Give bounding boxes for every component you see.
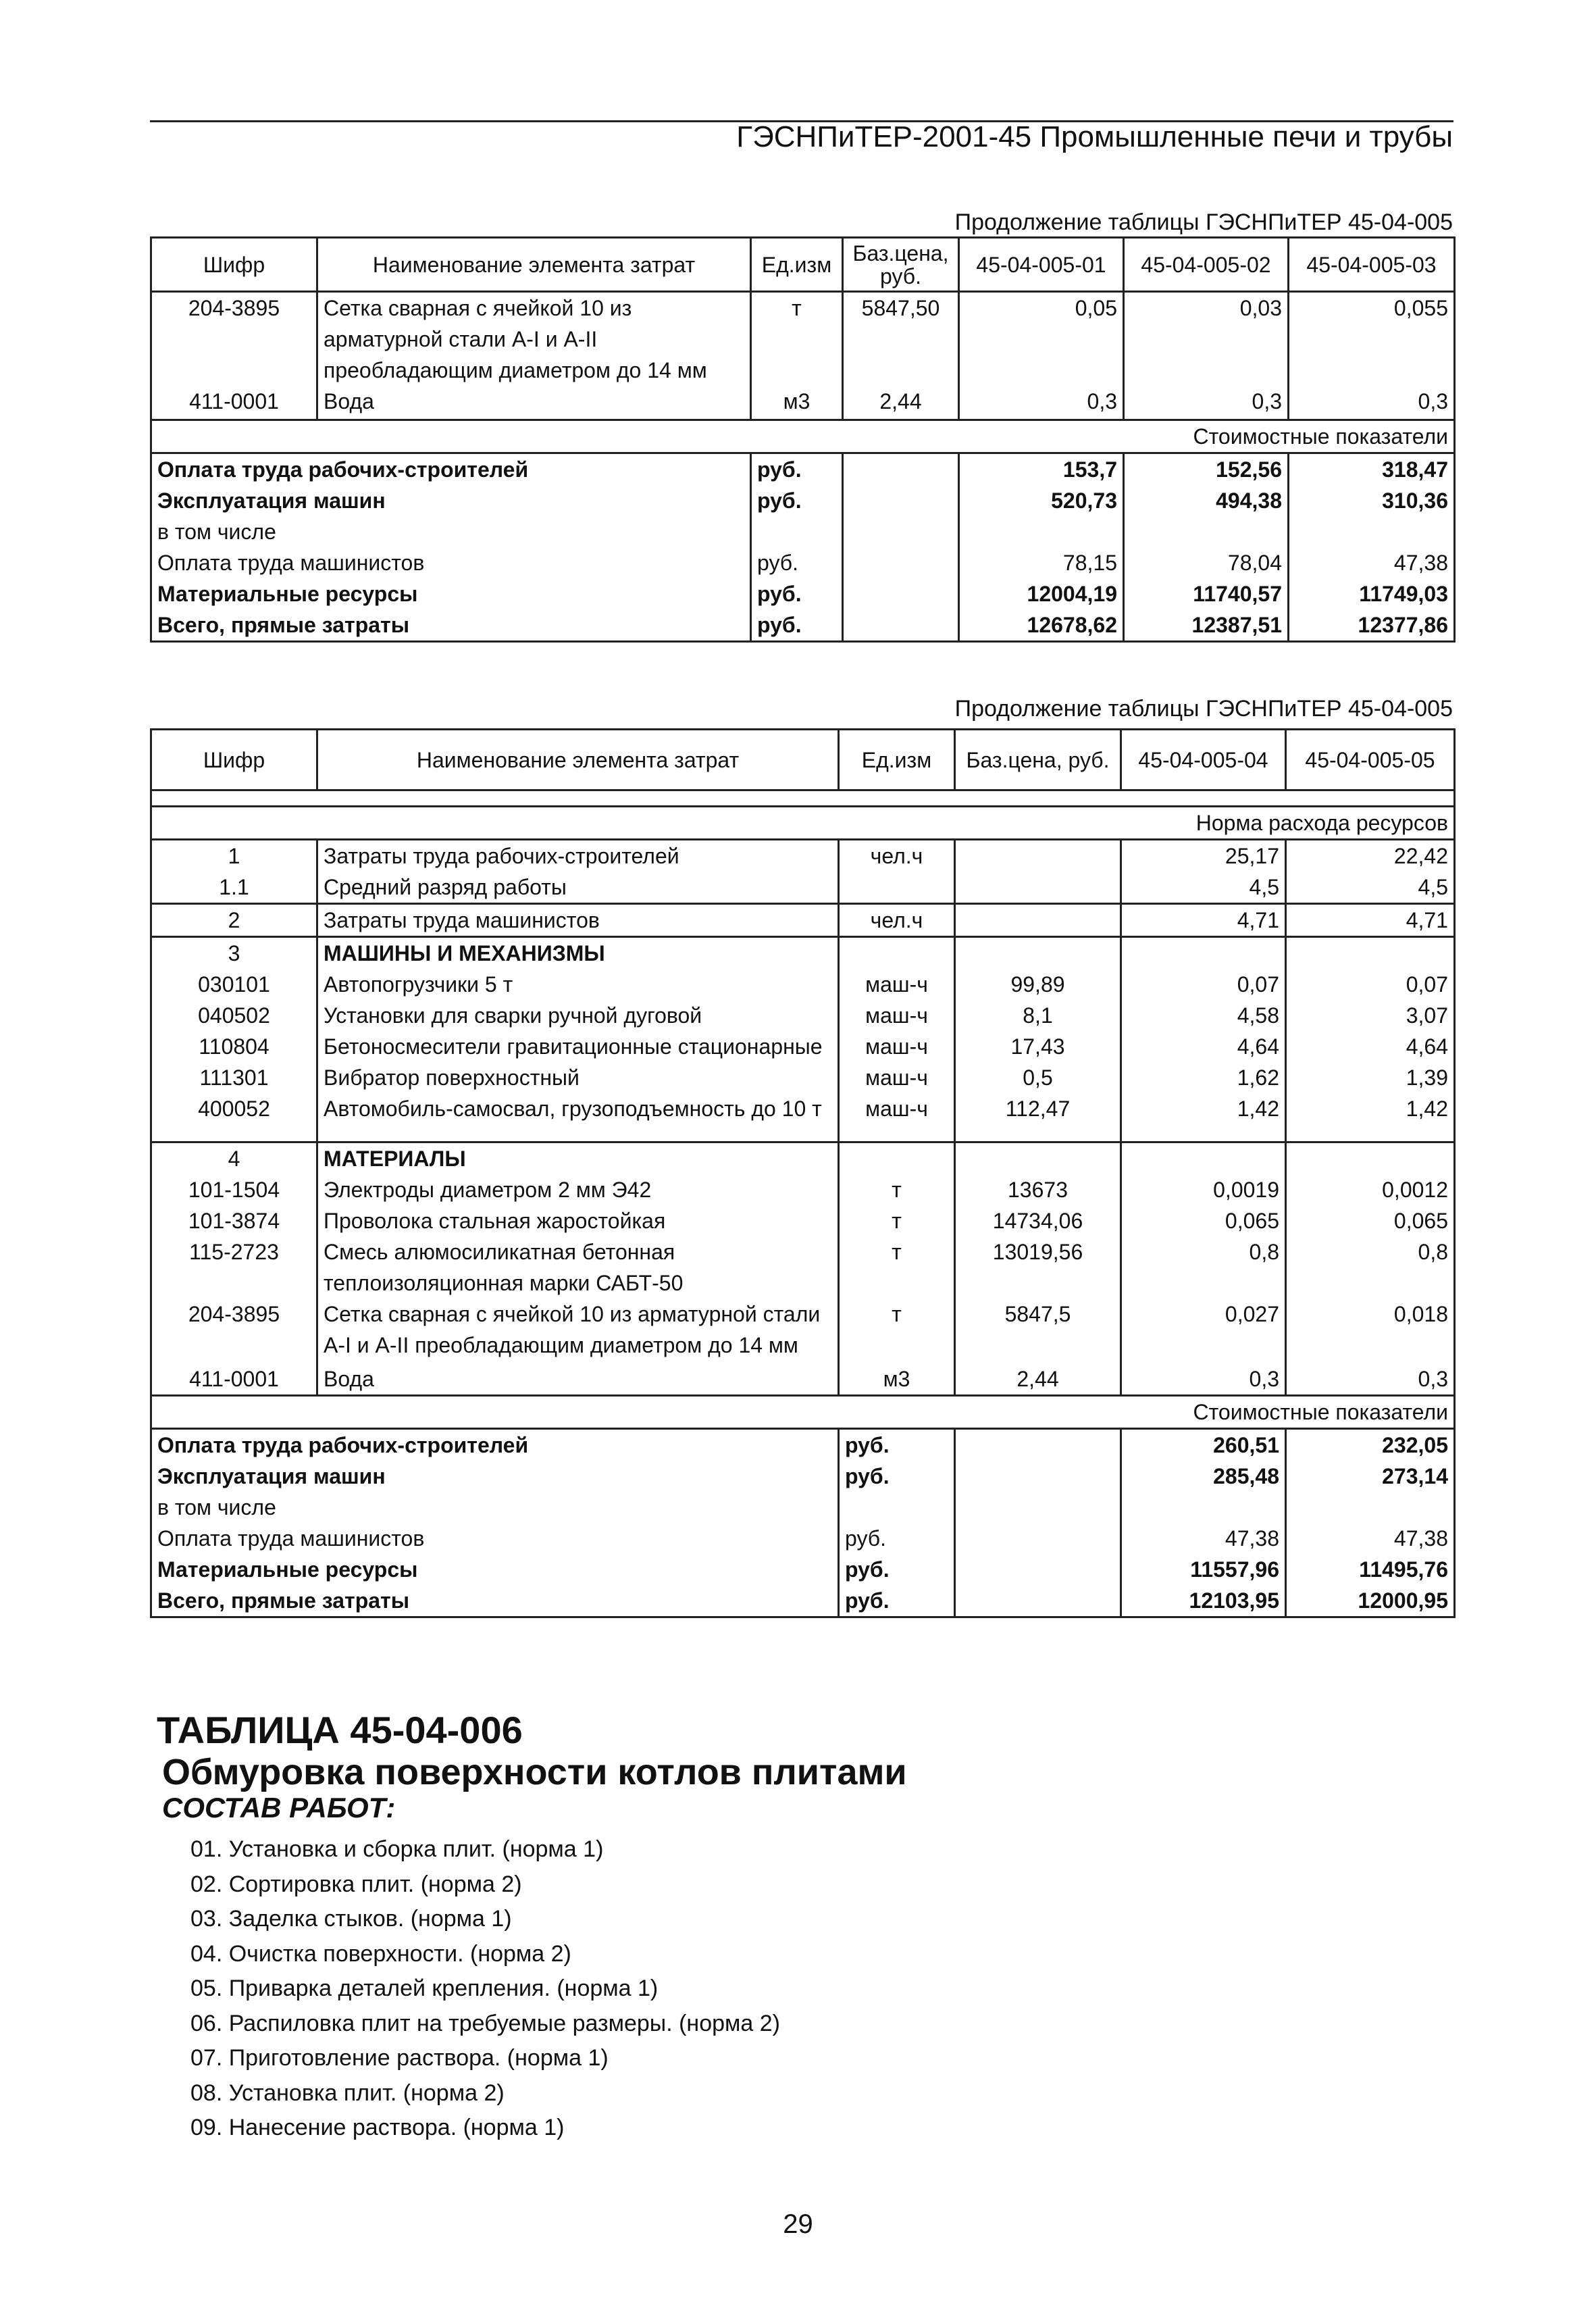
operation-item: 05. Приварка деталей крепления. (норма 1)	[190, 1976, 659, 2001]
empty-cell	[955, 1585, 1121, 1617]
cost-row	[151, 578, 1455, 609]
code-cell: 1.1	[151, 872, 317, 904]
empty-cell	[955, 1523, 1121, 1554]
table1	[150, 236, 1456, 643]
cost-name: Материальные ресурсы	[151, 1554, 839, 1585]
table-row	[151, 1363, 1455, 1396]
col-header: 45-04-005-03	[1289, 238, 1455, 292]
cost-name: Оплата труда рабочих-строителей	[151, 453, 751, 485]
value-cell: 47,38	[1289, 547, 1455, 578]
cost-row	[151, 485, 1455, 516]
table-row	[151, 904, 1455, 937]
table1-header-row	[151, 238, 1455, 292]
cost-unit: руб.	[839, 1461, 955, 1492]
operation-item: 08. Установка плит. (норма 2)	[190, 2080, 505, 2106]
value-cell: 12004,19	[959, 578, 1124, 609]
value-cell: 0,055	[1289, 292, 1455, 386]
value-cell	[1124, 516, 1289, 547]
value-cell: 310,36	[1289, 485, 1455, 516]
value-cell: 0,018	[1286, 1299, 1455, 1363]
name-cell: Вода	[317, 386, 751, 420]
unit-cell: чел.ч	[839, 904, 955, 937]
cost-unit: руб.	[839, 1523, 955, 1554]
value-cell: 11495,76	[1286, 1554, 1455, 1585]
empty-cell	[843, 547, 959, 578]
cost-row	[151, 547, 1455, 578]
unit-cell: т	[751, 292, 843, 386]
code-cell: 400052	[151, 1093, 317, 1142]
table-row	[151, 292, 1455, 386]
operation-item: 07. Приготовление раствора. (норма 1)	[190, 2045, 609, 2071]
value-cell: 0,3	[1121, 1363, 1286, 1396]
name-cell: Проволока стальная жаростойкая	[317, 1205, 839, 1236]
price-cell: 13019,56	[955, 1236, 1121, 1299]
name-cell: Вибратор поверхностный	[317, 1062, 839, 1093]
table-row	[151, 969, 1455, 1000]
value-cell	[1121, 1492, 1286, 1523]
code-cell: 204-3895	[151, 1299, 317, 1363]
code-cell: 4	[151, 1142, 317, 1174]
value-cell: 47,38	[1286, 1523, 1455, 1554]
table-row	[151, 1236, 1455, 1299]
value-cell: 78,04	[1124, 547, 1289, 578]
cost-row	[151, 1461, 1455, 1492]
cost-row	[151, 516, 1455, 547]
value-cell: 0,3	[1289, 386, 1455, 420]
value-cell	[1289, 516, 1455, 547]
cost-name: в том числе	[151, 1492, 839, 1523]
unit-cell: т	[839, 1299, 955, 1363]
name-cell: Сетка сварная с ячейкой 10 из арматурной стали А-I и А-II преобладающим диаметром до 14 мм	[317, 1299, 839, 1363]
value-cell: 47,38	[1121, 1523, 1286, 1554]
unit-cell: т	[839, 1205, 955, 1236]
table-row	[151, 1093, 1455, 1142]
empty-cell	[955, 1554, 1121, 1585]
cost-unit	[839, 1492, 955, 1523]
unit-cell: чел.ч	[839, 840, 955, 872]
empty-cell	[843, 578, 959, 609]
code-cell: 3	[151, 937, 317, 970]
price-cell: 2,44	[955, 1363, 1121, 1396]
unit-cell: т	[839, 1174, 955, 1205]
value-cell: 0,065	[1286, 1205, 1455, 1236]
value-cell: 152,56	[1124, 453, 1289, 485]
value-cell	[1286, 1142, 1455, 1174]
unit-cell: маш-ч	[839, 969, 955, 1000]
running-header: ГЭСНПиТЕР-2001-45 Промышленные печи и трубы	[736, 120, 1453, 153]
empty-cell	[843, 609, 959, 642]
value-cell: 22,42	[1286, 840, 1455, 872]
code-cell: 204-3895	[151, 292, 317, 386]
cost-unit: руб.	[839, 1428, 955, 1461]
value-cell: 1,62	[1121, 1062, 1286, 1093]
col-header: Баз.цена, руб.	[843, 238, 959, 292]
value-cell	[959, 516, 1124, 547]
value-cell: 1,39	[1286, 1062, 1455, 1093]
header-rule	[150, 120, 1453, 122]
cost-row	[151, 1428, 1455, 1461]
cost-row	[151, 1523, 1455, 1554]
page-number: 29	[783, 2209, 813, 2239]
value-cell: 12387,51	[1124, 609, 1289, 642]
empty-cell	[955, 1428, 1121, 1461]
name-cell: Бетоносмесители гравитационные стационарные	[317, 1031, 839, 1062]
cost-row	[151, 1554, 1455, 1585]
cost-unit	[751, 516, 843, 547]
empty-cell	[955, 1461, 1121, 1492]
empty-cell	[955, 1492, 1121, 1523]
col-header: Наименование элемента затрат	[317, 238, 751, 292]
value-cell: 25,17	[1121, 840, 1286, 872]
unit-cell: маш-ч	[839, 1093, 955, 1142]
code-cell: 101-3874	[151, 1205, 317, 1236]
name-cell: Установки для сварки ручной дуговой	[317, 1000, 839, 1031]
value-cell: 1,42	[1121, 1093, 1286, 1142]
col-header: Шифр	[151, 730, 317, 790]
cost-unit: руб.	[751, 609, 843, 642]
cost-unit: руб.	[751, 547, 843, 578]
price-cell: 17,43	[955, 1031, 1121, 1062]
code-cell: 110804	[151, 1031, 317, 1062]
operations-list	[190, 1832, 780, 2146]
value-cell: 0,065	[1121, 1205, 1286, 1236]
table-row	[151, 386, 1455, 420]
unit-cell	[839, 1142, 955, 1174]
cost-name: в том числе	[151, 516, 751, 547]
value-cell: 260,51	[1121, 1428, 1286, 1461]
name-cell: Затраты труда рабочих-строителей	[317, 840, 839, 872]
table-row	[151, 1062, 1455, 1093]
col-header: Наименование элемента затрат	[317, 730, 839, 790]
value-cell: 520,73	[959, 485, 1124, 516]
unit-cell: маш-ч	[839, 1031, 955, 1062]
value-cell: 1,42	[1286, 1093, 1455, 1142]
col-header: Баз.цена, руб.	[955, 730, 1121, 790]
operation-item: 03. Заделка стыков. (норма 1)	[190, 1906, 512, 1932]
composition-label: СОСТАВ РАБОТ:	[162, 1792, 396, 1823]
value-cell: 11557,96	[1121, 1554, 1286, 1585]
value-cell: 232,05	[1286, 1428, 1455, 1461]
table-row	[151, 1174, 1455, 1205]
value-cell	[1121, 937, 1286, 970]
cost-name: Эксплуатация машин	[151, 485, 751, 516]
value-cell: 4,64	[1286, 1031, 1455, 1062]
value-cell: 0,07	[1286, 969, 1455, 1000]
cost-unit: руб.	[751, 453, 843, 485]
unit-cell: маш-ч	[839, 1000, 955, 1031]
value-cell: 11740,57	[1124, 578, 1289, 609]
value-cell: 273,14	[1286, 1461, 1455, 1492]
price-cell: 8,1	[955, 1000, 1121, 1031]
price-cell: 0,5	[955, 1062, 1121, 1093]
col-header: 45-04-005-01	[959, 238, 1124, 292]
value-cell: 0,0012	[1286, 1174, 1455, 1205]
code-cell: 115-2723	[151, 1236, 317, 1299]
value-cell: 0,3	[959, 386, 1124, 420]
empty-cell	[843, 516, 959, 547]
price-cell: 14734,06	[955, 1205, 1121, 1236]
value-cell: 4,71	[1121, 904, 1286, 937]
value-cell: 4,58	[1121, 1000, 1286, 1031]
code-cell: 040502	[151, 1000, 317, 1031]
section-title: ТАБЛИЦА 45-04-006	[157, 1709, 523, 1751]
unit-cell	[839, 937, 955, 970]
value-cell: 0,3	[1124, 386, 1289, 420]
code-cell: 030101	[151, 969, 317, 1000]
price-cell: 5847,5	[955, 1299, 1121, 1363]
name-cell: Смесь алюмосиликатная бетонная теплоизоляционная марки САБТ-50	[317, 1236, 839, 1299]
table1-caption: Продолжение таблицы ГЭСНПиТЕР 45-04-005	[954, 209, 1453, 235]
value-cell: 11749,03	[1289, 578, 1455, 609]
value-cell: 0,8	[1286, 1236, 1455, 1299]
unit-cell	[839, 872, 955, 904]
unit-cell: м3	[751, 386, 843, 420]
cost-row	[151, 1585, 1455, 1617]
value-cell: 4,71	[1286, 904, 1455, 937]
table2-caption: Продолжение таблицы ГЭСНПиТЕР 45-04-005	[954, 696, 1453, 722]
cost-row	[151, 1492, 1455, 1523]
table-row	[151, 1299, 1455, 1363]
price-cell: 13673	[955, 1174, 1121, 1205]
col-header: 45-04-005-05	[1286, 730, 1455, 790]
name-cell: Вода	[317, 1363, 839, 1396]
price-cell	[955, 937, 1121, 970]
value-cell	[1121, 1142, 1286, 1174]
cost-row	[151, 453, 1455, 485]
table-row	[151, 1142, 1455, 1174]
cost-unit: руб.	[839, 1554, 955, 1585]
cost-unit: руб.	[751, 485, 843, 516]
section-label: Норма расхода ресурсов	[151, 807, 1455, 840]
section-label: Стоимостные показатели	[151, 1395, 1455, 1428]
unit-cell: м3	[839, 1363, 955, 1396]
name-cell: Автопогрузчики 5 т	[317, 969, 839, 1000]
value-cell: 153,7	[959, 453, 1124, 485]
operation-item: 02. Сортировка плит. (норма 2)	[190, 1871, 522, 1897]
section-row	[151, 420, 1455, 453]
empty-cell	[843, 485, 959, 516]
value-cell: 3,07	[1286, 1000, 1455, 1031]
col-header: 45-04-005-02	[1124, 238, 1289, 292]
value-cell: 12678,62	[959, 609, 1124, 642]
price-cell	[955, 904, 1121, 937]
price-cell: 5847,50	[843, 292, 959, 386]
value-cell: 285,48	[1121, 1461, 1286, 1492]
cost-name: Всего, прямые затраты	[151, 609, 751, 642]
name-cell: Электроды диаметром 2 мм Э42	[317, 1174, 839, 1205]
cost-unit: руб.	[751, 578, 843, 609]
section-subtitle: Обмуровка поверхности котлов плитами	[162, 1752, 907, 1792]
table-row	[151, 840, 1455, 872]
name-cell: МАТЕРИАЛЫ	[317, 1142, 839, 1174]
table-row	[151, 1000, 1455, 1031]
table-row	[151, 937, 1455, 970]
code-cell: 111301	[151, 1062, 317, 1093]
spacer-row	[151, 790, 1455, 807]
cost-name: Всего, прямые затраты	[151, 1585, 839, 1617]
price-cell: 112,47	[955, 1093, 1121, 1142]
col-header: 45-04-005-04	[1121, 730, 1286, 790]
name-cell: МАШИНЫ И МЕХАНИЗМЫ	[317, 937, 839, 970]
name-cell: Автомобиль-самосвал, грузоподъемность до 10 т	[317, 1093, 839, 1142]
section-row	[151, 1395, 1455, 1428]
empty-cell	[843, 453, 959, 485]
spacer-cell	[151, 790, 1455, 807]
price-cell: 99,89	[955, 969, 1121, 1000]
operation-item: 06. Распиловка плит на требуемые размеры. (норма 2)	[190, 2010, 780, 2036]
price-cell	[955, 872, 1121, 904]
value-cell: 0,07	[1121, 969, 1286, 1000]
operation-item: 01. Установка и сборка плит. (норма 1)	[190, 1836, 604, 1862]
table-row	[151, 872, 1455, 904]
price-cell	[955, 840, 1121, 872]
table2-header-row	[151, 730, 1455, 790]
value-cell	[1286, 1492, 1455, 1523]
price-cell	[955, 1142, 1121, 1174]
value-cell: 0,027	[1121, 1299, 1286, 1363]
value-cell: 0,05	[959, 292, 1124, 386]
unit-cell: т	[839, 1236, 955, 1299]
value-cell	[1286, 937, 1455, 970]
cost-name: Эксплуатация машин	[151, 1461, 839, 1492]
col-header: Ед.изм	[751, 238, 843, 292]
value-cell: 0,8	[1121, 1236, 1286, 1299]
value-cell: 4,5	[1286, 872, 1455, 904]
cost-row	[151, 609, 1455, 642]
table-row	[151, 1205, 1455, 1236]
name-cell: Сетка сварная с ячейкой 10 из арматурной стали А-I и А-II преобладающим диаметром до 14 мм	[317, 292, 751, 386]
name-cell: Затраты труда машинистов	[317, 904, 839, 937]
section-row	[151, 807, 1455, 840]
code-cell: 411-0001	[151, 1363, 317, 1396]
price-cell: 2,44	[843, 386, 959, 420]
value-cell: 78,15	[959, 547, 1124, 578]
operation-item: 04. Очистка поверхности. (норма 2)	[190, 1940, 571, 1967]
table2	[150, 728, 1456, 1618]
value-cell: 494,38	[1124, 485, 1289, 516]
cost-name: Оплата труда машинистов	[151, 547, 751, 578]
value-cell: 12377,86	[1289, 609, 1455, 642]
operation-item: 09. Нанесение раствора. (норма 1)	[190, 2115, 565, 2140]
name-cell: Средний разряд работы	[317, 872, 839, 904]
value-cell: 4,5	[1121, 872, 1286, 904]
table-row	[151, 1031, 1455, 1062]
cost-name: Оплата труда рабочих-строителей	[151, 1428, 839, 1461]
col-header: Шифр	[151, 238, 317, 292]
code-cell: 411-0001	[151, 386, 317, 420]
value-cell: 0,03	[1124, 292, 1289, 386]
code-cell: 101-1504	[151, 1174, 317, 1205]
value-cell: 0,0019	[1121, 1174, 1286, 1205]
section-label: Стоимостные показатели	[151, 420, 1455, 453]
unit-cell: маш-ч	[839, 1062, 955, 1093]
col-header: Ед.изм	[839, 730, 955, 790]
cost-name: Материальные ресурсы	[151, 578, 751, 609]
value-cell: 12103,95	[1121, 1585, 1286, 1617]
table2-body	[151, 790, 1455, 1617]
cost-name: Оплата труда машинистов	[151, 1523, 839, 1554]
value-cell: 4,64	[1121, 1031, 1286, 1062]
value-cell: 318,47	[1289, 453, 1455, 485]
code-cell: 2	[151, 904, 317, 937]
cost-unit: руб.	[839, 1585, 955, 1617]
value-cell: 0,3	[1286, 1363, 1455, 1396]
code-cell: 1	[151, 840, 317, 872]
value-cell: 12000,95	[1286, 1585, 1455, 1617]
